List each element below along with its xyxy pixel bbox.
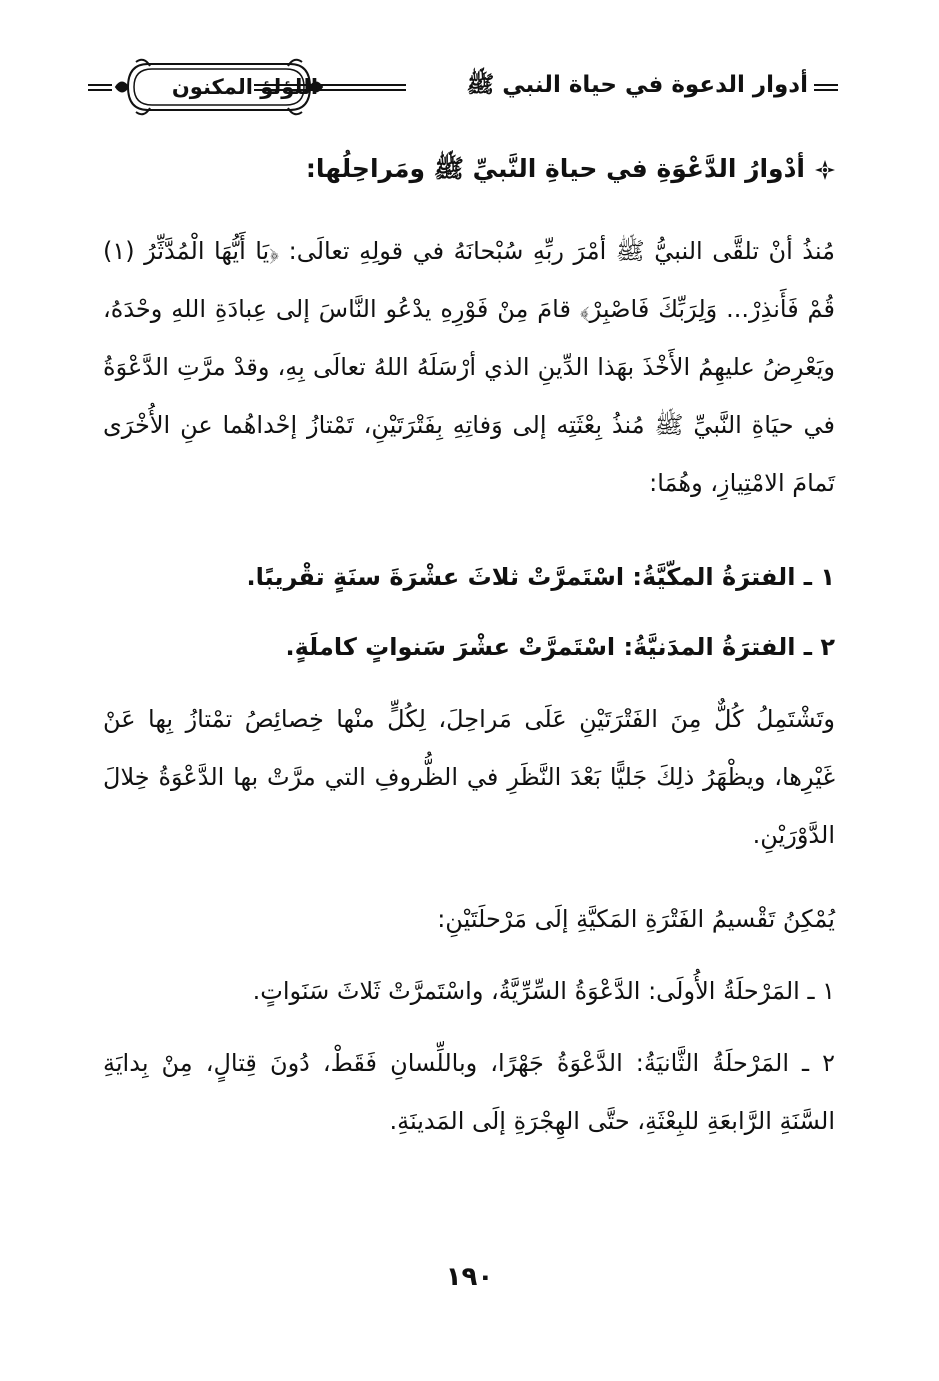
section-heading-text: أدْوارُ الدَّعْوَةِ في حياةِ النَّبيِّ ﷺ ومَراحِلُها: xyxy=(305,154,805,183)
header-rule-left xyxy=(88,84,112,91)
list-item-makkan-period: ١ ـ الفترَةُ المكّيَّةُ: اسْتَمرَّتْ ثلاثَ عشْرَةَ سنَةٍ تقْريبًا. xyxy=(246,563,835,591)
header-rule-right xyxy=(814,84,838,91)
page-number: ١٩٠ xyxy=(445,1262,494,1292)
header-ornament-frame xyxy=(114,58,324,116)
header-book-title: اللؤلؤ المكنون xyxy=(171,75,319,99)
running-header xyxy=(88,56,838,120)
list-item-stage-2: ٢ ـ المَرْحلَةُ الثَّانيَةُ: الدَّعْوَةُ جَهْرًا، وباللِّسانِ فَقَطْ، دُونَ قِتالٍ، مِنْ بِدايَةِ السَّنَةِ الرَّابعَةِ للبِعْثَةِ، حتَّى الهِجْرَةِ إلَى المَدينَةِ. xyxy=(103,1049,835,1135)
list-item-madinan-period: ٢ ـ الفترَةُ المدَنيَّةُ: اسْتَمرَّتْ عشْرَ سَنواتٍ كاملَةٍ. xyxy=(285,633,835,661)
paragraph-1: مُنذُ أنْ تلقَّى النبيُّ ﷺ أمْرَ ربِّهِ سُبْحانَهُ في قولِهِ تعالَى: ﴿يَا أَيُّهَا الْمُدَّثِّرُ (١) قُمْ فَأَنذِرْ... وَلِرَبِّكَ فَاصْبِرْ﴾ قامَ مِنْ فَوْرِهِ يدْعُو النَّاسَ إلى عِبادَةِ اللهِ وحْدَهُ، ويَعْرِضُ عليهِمُ الأَخْذَ بهَذا الدِّينِ الذي أرْسَلَهُ اللهُ تعالَى بِهِ، وقدْ مرَّتِ الدَّعْوَةُ في حيَاةِ النَّبيِّ ﷺ مُنذُ بِعْثَتِه إلى وَفاتِهِ بِفَتْرَتَيْنِ، تَمْتازُ إحْداهُما عنِ الأُخْرَى تَمامَ الامْتِيازِ، وهُمَا: xyxy=(103,237,835,497)
section-heading xyxy=(103,140,835,198)
list-item-stage-1: ١ ـ المَرْحلَةُ الأُولَى: الدَّعْوَةُ السِّرِّيَّةُ، واسْتَمرَّتْ ثَلاثَ سَنَواتٍ. xyxy=(252,977,835,1005)
ornament-bullet-icon xyxy=(815,160,835,180)
header-chapter-title: أدوار الدعوة في حياة النبي ﷺ xyxy=(466,72,808,98)
paragraph-3: يُمْكِنُ تَقْسيمُ الفَتْرَةِ المَكيَّةِ إلَى مَرْحلَتَيْنِ: xyxy=(437,905,835,933)
paragraph-2: وتَشْتَمِلُ كُلٌّ مِنَ الفَتْرَتَيْنِ عَلَى مَراحِلَ، لِكُلٍّ منْها خِصائِصُ تمْتازُ بِها عَنْ غَيْرِها، ويظْهَرُ ذلِكَ جَليًّا بَعْدَ النَّظَرِ في الظُّروفِ التي مرَّتْ بها الدَّعْوَةُ خِلالَ الدَّوْرَيْنِ. xyxy=(103,705,835,849)
